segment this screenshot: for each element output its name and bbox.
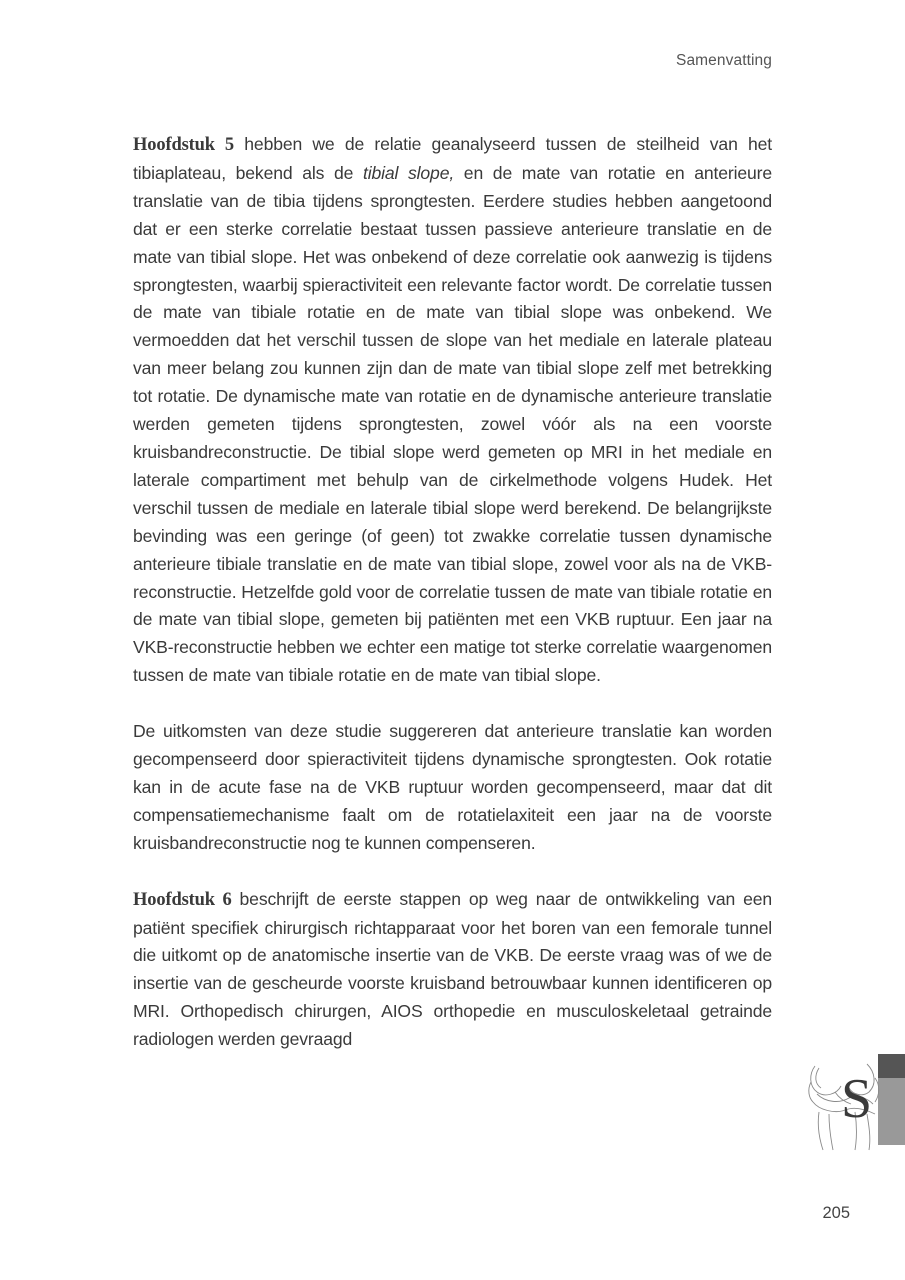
emphasis-tibial-slope: tibial slope, (363, 162, 455, 183)
paragraph-text: hebben we de relatie geanalyseerd tussen de steilheid van het tibiaplateau, bekend als de (133, 134, 772, 183)
paragraph-text: beschrijft de eerste stappen op weg naar de ontwikkeling van een patiënt specifiek chirurgisch richtapparaat voor het boren van een femorale tunnel die uitkomt op de anatomische insertie van de VKB. De eerste vraag was of we de insertie van de gescheurde voorste kruisband betrouwbaar kunnen identificeren op MRI. Orthopedisch chirurgen, AIOS orthopedie en musculoskeletaal getrainde radiologen werden gevraagd (133, 888, 772, 1050)
chapter-reference-6: Hoofdstuk 6 (133, 889, 232, 910)
paragraph-chapter-5 (133, 131, 772, 690)
running-header: Samenvatting (676, 52, 772, 69)
paragraph-text: en de mate van rotatie en anterieure translatie van de tibia tijdens sprongtesten. Eerdere studies hebben aangetoond dat er een sterke correlatie bestaat tussen passieve anterieure translatie en de mate van tibial slope. Het was onbekend of deze correlatie ook aanwezig is tijdens sprongtesten, waarbij spieractiviteit een relevante factor wordt. De correlatie tussen de mate van tibiale rotatie en de mate van tibial slope was onbekend. We vermoedden dat het verschil tussen de slope van het mediale en laterale plateau van meer belang zou kunnen zijn dan de mate van tibial slope zelf met betrekking tot rotatie. De dynamische mate van rotatie en de dynamische anterieure translatie werden gemeten tijdens sprongtesten, zowel vóór als na een voorste kruisbandreconstructie. De tibial slope werd gemeten op MRI in het mediale en laterale compartiment met behulp van de cirkelmethode volgens Hudek. Het verschil tussen de mediale en laterale tibial slope werd berekend. De belangrijkste bevinding was een geringe (of geen) tot zwakke correlatie tussen dynamische anterieure tibiale translatie en de mate van tibial slope, zowel voor als na de VKB-reconstructie. Hetzelfde gold voor de correlatie tussen de mate van tibiale rotatie en de mate van tibial slope, gemeten bij patiënten met een VKB ruptuur. Een jaar na VKB-reconstructie hebben we echter een matige tot sterke correlatie waargenomen tussen de mate van tibiale rotatie en de mate van tibial slope. (133, 162, 773, 686)
chapter-reference-5: Hoofdstuk 5 (133, 135, 235, 155)
paragraph-chapter-6 (133, 886, 772, 1054)
chapter-letter: S (841, 1068, 873, 1130)
body-text (133, 131, 772, 1082)
page-number: 205 (822, 1204, 850, 1222)
paragraph-conclusion: De uitkomsten van deze studie suggereren dat anterieure translatie kan worden gecompenseerd door spieractiviteit tijdens dynamische sprongtesten. Ook rotatie kan in de acute fase na de VKB ruptuur worden gecompenseerd, maar dat dit compensatiemechanisme faalt om de rotatielaxiteit een jaar na de voorste kruisbandreconstructie nog te kunnen compenseren. (133, 721, 772, 853)
